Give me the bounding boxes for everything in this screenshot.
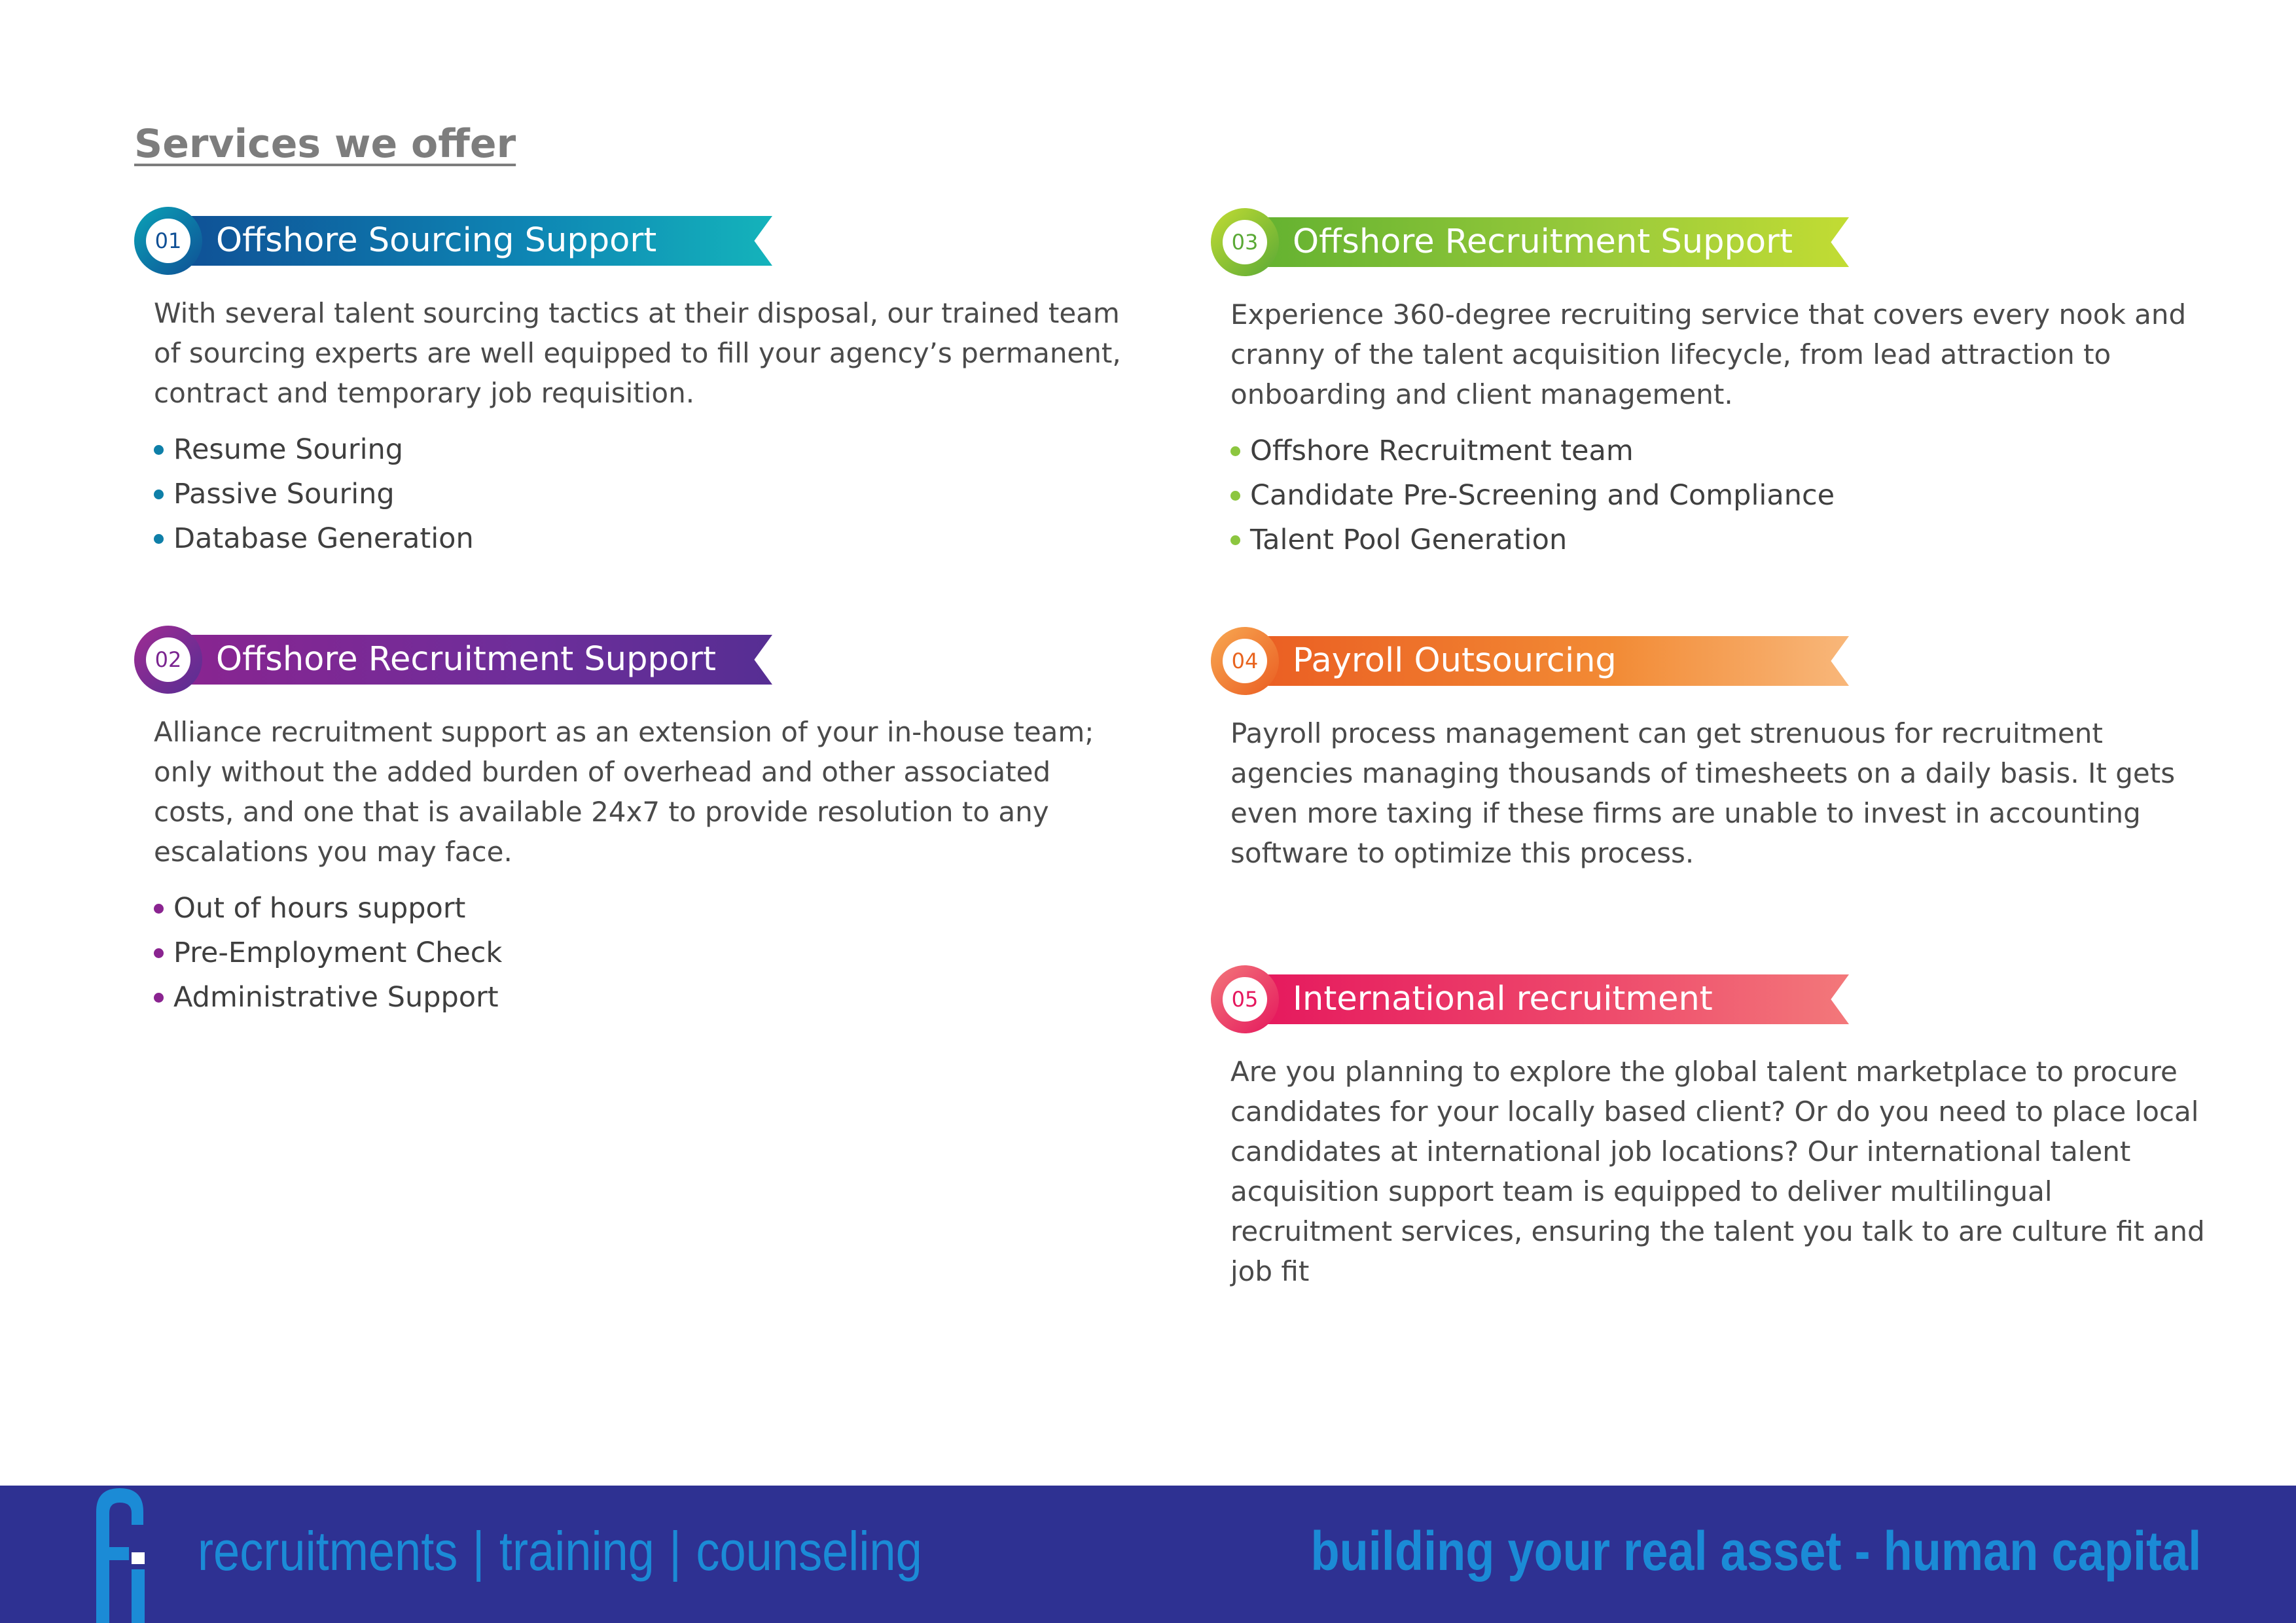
service-offshore-recruitment-alliance bbox=[134, 626, 1116, 1020]
service-number: 03 bbox=[1223, 220, 1267, 264]
service-description: Payroll process management can get strenuous for recruitment agencies managing thousands of timesheets on a daily basis. It gets even more taxing if these firms are unable to invest in accounting software to optimize this process. bbox=[1230, 717, 2176, 869]
service-description: Alliance recruitment support as an extension of your in-house team; only without the added burden of overhead and other associated costs, and one that is available 24x7 to provide resolution to any escalations you may face. bbox=[154, 716, 1094, 868]
bullet-item: Out of hours support bbox=[154, 886, 1116, 931]
service-header bbox=[134, 626, 1116, 694]
service-header bbox=[134, 207, 1116, 275]
bullet-item: Passive Souring bbox=[154, 472, 1116, 516]
bullet-item: Resume Souring bbox=[154, 427, 1116, 472]
bullet-item: Database Generation bbox=[154, 516, 1116, 561]
bullet-dot-icon bbox=[1230, 446, 1240, 456]
bullet-dot-icon bbox=[154, 948, 164, 958]
service-offshore-recruitment-360 bbox=[1211, 208, 2193, 562]
page-title: Services we offer bbox=[134, 121, 516, 167]
bullet-dot-icon bbox=[1230, 535, 1240, 545]
tagline-separator: | bbox=[472, 1520, 485, 1582]
service-number-badge bbox=[1211, 965, 1279, 1033]
service-title: International recruitment bbox=[1293, 980, 1713, 1018]
service-description: With several talent sourcing tactics at their disposal, our trained team of sourcing experts are well equipped to fill your agency’s permanent, contract and temporary job requisition. bbox=[154, 297, 1121, 409]
service-number-badge bbox=[134, 626, 202, 694]
bullet-dot-icon bbox=[154, 534, 164, 544]
tagline-training: training bbox=[499, 1520, 655, 1582]
footer-tagline bbox=[198, 1486, 922, 1616]
service-bullet-list bbox=[1230, 429, 2193, 562]
bullet-item: Candidate Pre-Screening and Compliance bbox=[1230, 473, 2193, 518]
service-title: Offshore Recruitment Support bbox=[216, 640, 717, 679]
service-number: 01 bbox=[146, 219, 190, 263]
service-number-badge bbox=[1211, 627, 1279, 695]
service-payroll-outsourcing bbox=[1211, 627, 2193, 873]
service-number: 04 bbox=[1223, 639, 1267, 683]
service-description: Experience 360-degree recruiting service that covers every nook and cranny of the talent acquisition lifecycle, from lead attraction to onboarding and client management. bbox=[1230, 298, 2187, 410]
service-title: Payroll Outsourcing bbox=[1293, 641, 1617, 680]
bullet-dot-icon bbox=[1230, 491, 1240, 501]
company-logo-icon bbox=[95, 1486, 154, 1623]
service-international-recruitment bbox=[1211, 965, 2205, 1291]
bullet-dot-icon bbox=[154, 904, 164, 914]
service-header bbox=[1211, 965, 2193, 1033]
footer-bar bbox=[0, 1486, 2296, 1623]
bullet-item: Offshore Recruitment team bbox=[1230, 429, 2193, 473]
bullet-dot-icon bbox=[154, 445, 164, 455]
tagline-counseling: counseling bbox=[696, 1520, 922, 1582]
tagline-separator: | bbox=[669, 1520, 681, 1582]
service-bullet-list bbox=[154, 427, 1116, 561]
service-title: Offshore Recruitment Support bbox=[1293, 223, 1793, 261]
tagline-recruitments: recruitments bbox=[198, 1520, 458, 1582]
service-header bbox=[1211, 627, 2193, 695]
service-bullet-list bbox=[154, 886, 1116, 1020]
service-header bbox=[1211, 208, 2193, 276]
service-number: 02 bbox=[146, 637, 190, 682]
bullet-item: Administrative Support bbox=[154, 975, 1116, 1020]
service-number-badge bbox=[1211, 208, 1279, 276]
bullet-dot-icon bbox=[154, 490, 164, 499]
bullet-item: Talent Pool Generation bbox=[1230, 518, 2193, 562]
service-title: Offshore Sourcing Support bbox=[216, 221, 657, 260]
service-description: Are you planning to explore the global talent marketplace to procure candidates for your locally based client? Or do you need to place local candidates at international job locations? Our international talent acquisition support team is equipped to deliver multilingual recruitment services, ensuring the talent you talk to are culture fit and job fit bbox=[1230, 1056, 2205, 1287]
bullet-dot-icon bbox=[154, 993, 164, 1003]
bullet-item: Pre-Employment Check bbox=[154, 931, 1116, 975]
footer-slogan: building your real asset - human capital bbox=[1310, 1520, 2201, 1582]
service-number-badge bbox=[134, 207, 202, 275]
service-number: 05 bbox=[1223, 977, 1267, 1022]
service-offshore-sourcing bbox=[134, 207, 1121, 561]
